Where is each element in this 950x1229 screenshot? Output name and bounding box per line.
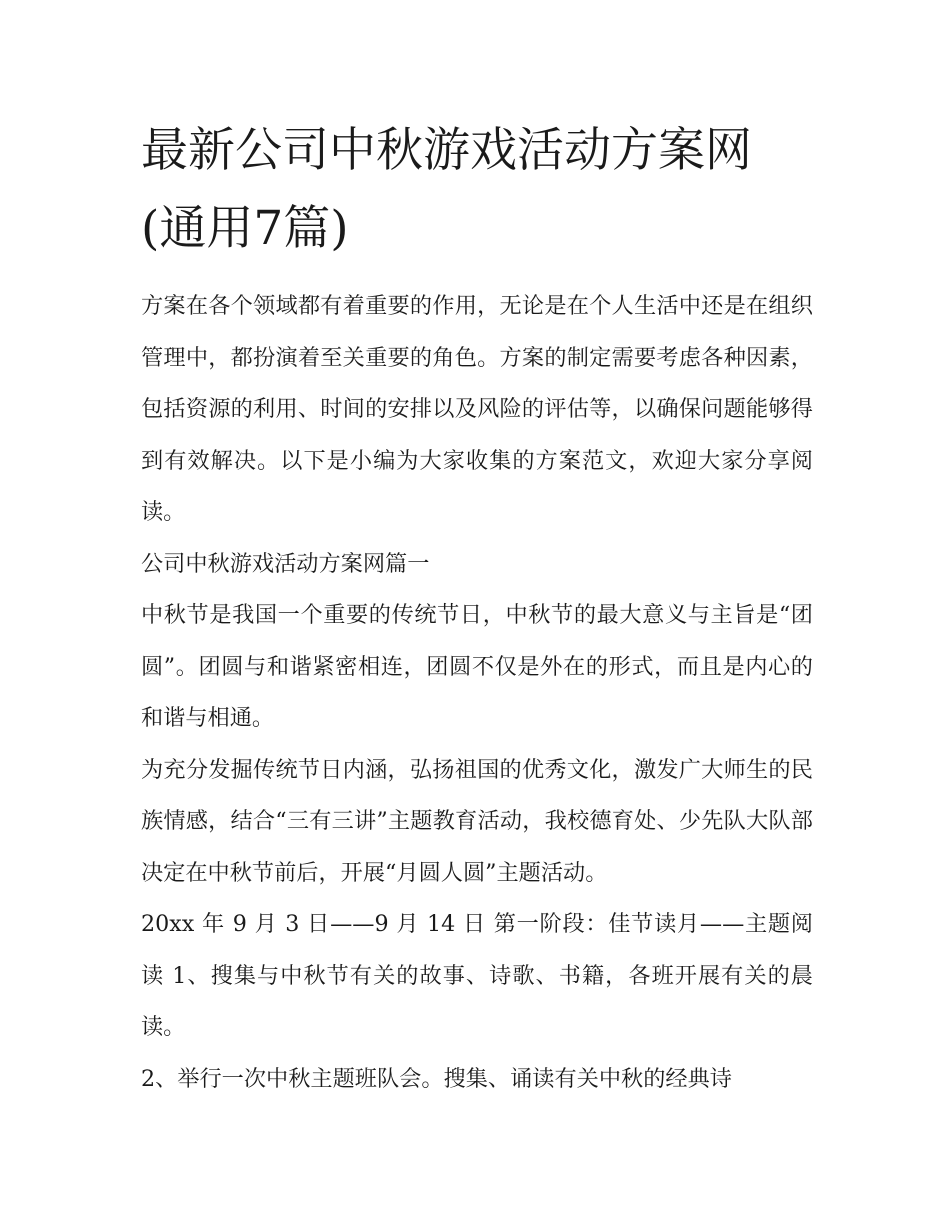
document-title: 最新公司中秋游戏活动方案网(通用7篇): [141, 123, 752, 256]
section-heading: 公司中秋游戏活动方案网篇一: [141, 550, 430, 577]
body-paragraph: 20xx 年 9 月 3 日——9 月 14 日 第一阶段：佳节读月——主题阅读 1、搜集与中秋节有关的故事、诗歌、书籍，各班开展有关的晨读。: [141, 911, 813, 1040]
body-paragraph: 为充分发掘传统节日内涵，弘扬祖国的优秀文化，激发广大师生的民族情感，结合“三有三讲”主题教育活动，我校德育处、少先队大队部决定在中秋节前后，开展“月圆人圆”主题活动。: [141, 756, 813, 886]
body-paragraph: 2、举行一次中秋主题班队会。搜集、诵读有关中秋的经典诗: [141, 1065, 732, 1092]
body-paragraph: 中秋节是我国一个重要的传统节日，中秋节的最大意义与主旨是“团圆”。团圆与和谐紧密相连，团圆不仅是外在的形式，而且是内心的和谐与相通。: [141, 602, 813, 731]
intro-paragraph: 方案在各个领域都有着重要的作用，无论是在个人生活中还是在组织管理中，都扮演着至关重要的角色。方案的制定需要考虑各种因素，包括资源的利用、时间的安排以及风险的评估等，以确保问题能够得到有效解决。以下是小编为大家收集的方案范文，欢迎大家分享阅读。: [141, 293, 813, 525]
document-page: [141, 112, 813, 1105]
